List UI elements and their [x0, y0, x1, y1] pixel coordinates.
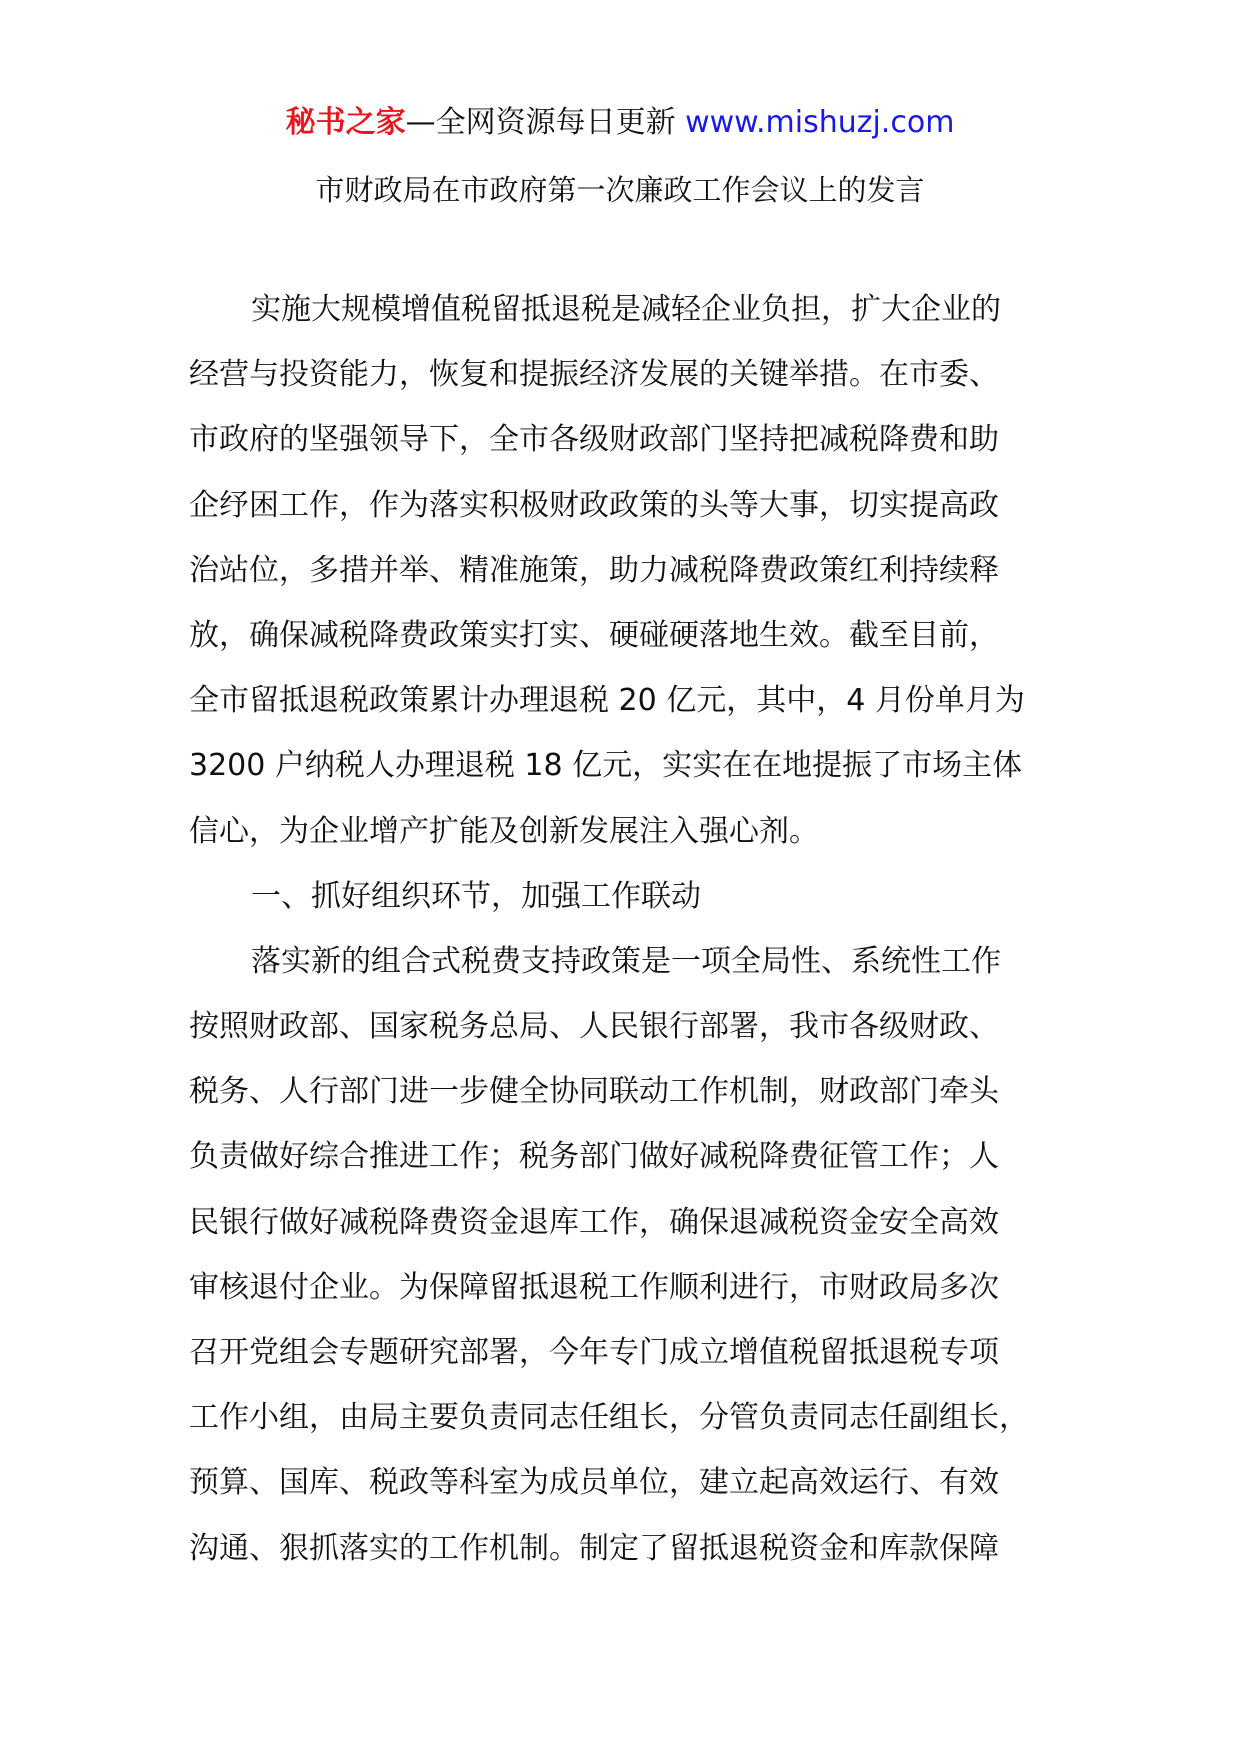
paragraph-line: 治站位，多措并举、精准施策，助力减税降费政策红利持续释	[189, 552, 999, 588]
paragraph-line: 民银行做好减税降费资金退库工作，确保退减税资金安全高效	[189, 1204, 999, 1240]
paragraph-line: 沟通、狠抓落实的工作机制。制定了留抵退税资金和库款保障	[189, 1530, 999, 1566]
paragraph-line: 经营与投资能力，恢复和提振经济发展的关键举措。在市委、	[189, 357, 999, 393]
document-body	[189, 290, 1059, 1594]
paragraph-line: 信心，为企业增产扩能及创新发展注入强心剂。	[189, 813, 819, 849]
header-tagline: —全网资源每日更新	[405, 105, 676, 140]
paragraph-line: 放，确保减税降费政策实打实、硬碰硬落地生效。截至目前，	[189, 617, 999, 653]
paragraph-line: 税务、人行部门进一步健全协同联动工作机制，财政部门牵头	[189, 1074, 999, 1110]
paragraph-line: 落实新的组合式税费支持政策是一项全局性、系统性工作	[251, 943, 1001, 979]
paragraph-line: 按照财政部、国家税务总局、人民银行部署，我市各级财政、	[189, 1009, 999, 1045]
section-heading: 一、抓好组织环节，加强工作联动	[251, 878, 701, 914]
paragraph-line: 全市留抵退税政策累计办理退税 20 亿元，其中，4 月份单月为	[189, 683, 1025, 719]
paragraph-line: 预算、国库、税政等科室为成员单位，建立起高效运行、有效	[189, 1465, 999, 1501]
brand-name: 秘书之家	[285, 105, 406, 140]
paragraph-line: 3200 户纳税人办理退税 18 亿元，实实在在地提振了市场主体	[189, 748, 1023, 784]
paragraph-line: 审核退付企业。为保障留抵退税工作顺利进行，市财政局多次	[189, 1269, 999, 1305]
paragraph-line: 企纾困工作，作为落实积极财政政策的头等大事，切实提高政	[189, 487, 999, 523]
paragraph-line: 市政府的坚强领导下，全市各级财政部门坚持把减税降费和助	[189, 422, 999, 458]
document-title: 市财政局在市政府第一次廉政工作会议上的发言	[315, 173, 925, 207]
paragraph-line: 召开党组会专题研究部署，今年专门成立增值税留抵退税专项	[189, 1335, 999, 1370]
paragraph-line: 实施大规模增值税留抵退税是减轻企业负担，扩大企业的	[251, 292, 1001, 327]
paragraph-line: 负责做好综合推进工作；税务部门做好减税降费征管工作；人	[189, 1139, 999, 1175]
site-header	[0, 103, 1240, 143]
paragraph-line: 工作小组，由局主要负责同志任组长，分管负责同志任副组长，	[189, 1400, 1029, 1436]
site-url-link[interactable]: www.mishuzj.com	[675, 105, 955, 140]
